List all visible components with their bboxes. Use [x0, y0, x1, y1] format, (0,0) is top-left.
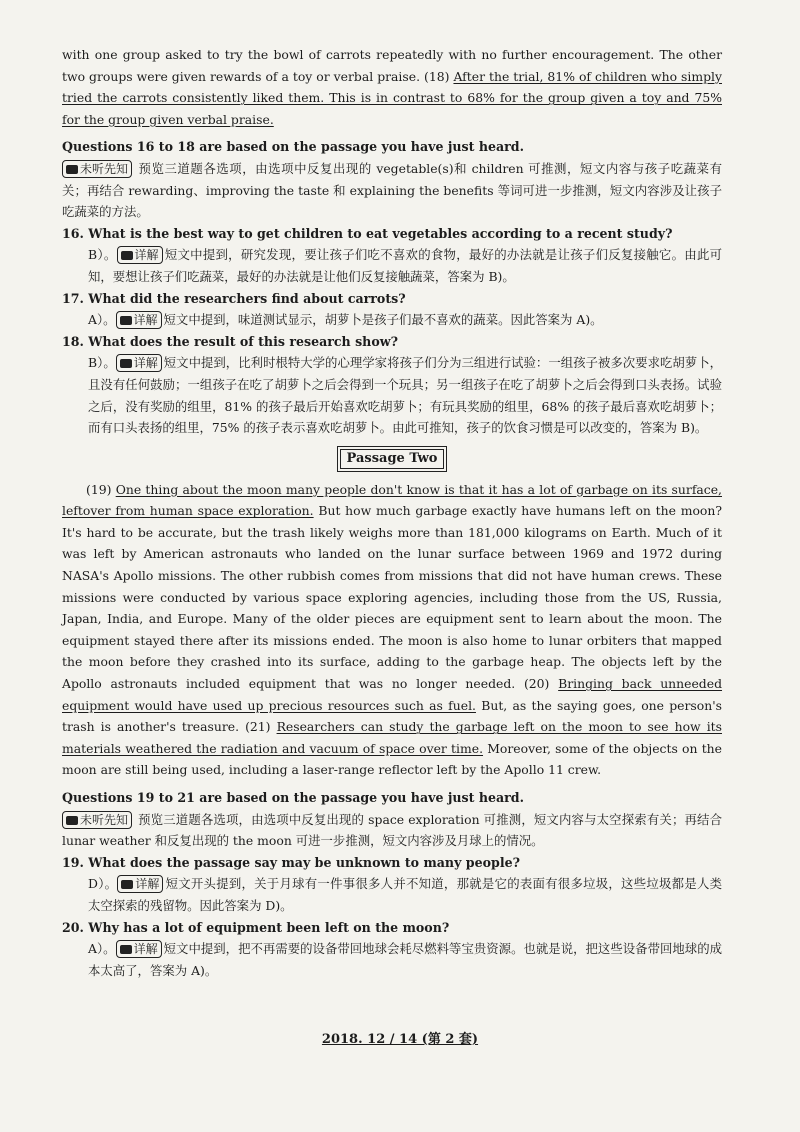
- question-16: 16. What is the best way to get children to eat vegetables according to a recent study?: [62, 225, 673, 241]
- underlined-answer-21: Researchers can study the garbage left on the moon to see how its materials weathered the radiation and vacuum of space over time.: [62, 719, 722, 756]
- detail-tag: 详解: [116, 354, 162, 372]
- folder-icon: [120, 945, 132, 954]
- answer-18: B）。 详解 短文中提到，比利时根特大学的心理学家将孩子们分为三组进行试验：一组孩子被多次要求吃胡萝卜，且没有任何鼓励；一组孩子在吃了胡萝卜之后会得到一个玩具；另一组孩子在吃了胡萝卜之后会得到口头表扬。试验之后，没有奖励的组里，81% 的孩子最后开始喜欢吃胡萝卜；有玩具奖励的组里，68% 的孩子最后喜欢吃胡萝卜；而有口头表扬的组里，75% 的孩子表示喜欢吃胡萝卜。由此可推知，孩子的饮食习惯是可以改变的，答案为 B)。: [88, 355, 723, 436]
- preview-tag: 未听先知: [62, 811, 132, 829]
- answer-19: D）。 详解 短文开头提到，关于月球有一件事很多人并不知道，那就是它的表面有很多垃圾，这些垃圾都是人类太空探索的残留物。因此答案为 D)。: [88, 876, 723, 913]
- page-footer: 2018. 12 / 14 (第 2 套): [321, 1032, 479, 1047]
- document-page: [62, 44, 722, 981]
- detail-tag: 详解: [117, 246, 163, 264]
- answer-16: B）。 详解 短文中提到，研究发现，要让孩子们吃不喜欢的食物，最好的办法就是让孩子们反复接触它。由此可知，要想让孩子们吃蔬菜，最好的办法就是让他们反复接触蔬菜，答案为 B)。: [88, 247, 723, 284]
- preview-tag: 未听先知: [62, 160, 132, 178]
- question-17: 17. What did the researchers find about carrots?: [62, 290, 406, 306]
- detail-tag: 详解: [116, 940, 162, 958]
- question-20: 20. Why has a lot of equipment been left on the moon?: [62, 919, 450, 935]
- detail-tag: 详解: [117, 875, 163, 893]
- question-18: 18. What does the result of this research show?: [62, 333, 398, 349]
- folder-icon: [120, 316, 132, 325]
- passage-two-title: Passage Two: [340, 449, 445, 469]
- passage-two-title-wrap: [62, 447, 722, 469]
- folder-icon: [66, 816, 78, 825]
- passage-two-body: (19) One thing about the moon many people don't know is that it has a lot of garbage on its surface, leftover from human space exploration. But how much garbage exactly have humans left on the moon? It's hard to be accurate, but the trash likely weighs more than 181,000 kilograms on Earth. Much of it was left by American astronauts who landed on the lunar surface between 1969 and 1972 during NASA's Apollo missions. The other rubbish comes from missions that did not have human crews. These missions were conducted by various space exploring agencies, including those from the US, Russia, Japan, India, and Europe. Many of the older pieces are equipment sent to learn about the moon. The equipment stayed there after its missions ended. The moon is also home to lunar orbiters that mapped the moon before they crashed into its surface, adding to the garbage heap. The objects left by the Apollo astronauts included equipment that was no longer needed. (20) Bringing back unneeded equipment would have used up precious resources such as fuel. But, as the saying goes, one person's trash is another's treasure. (21) Researchers can study the garbage left on the moon to see how its materials weathered the radiation and vacuum of space over time. Moreover, some of the objects on the moon are still being used, including a laser-range reflector left by the Apollo 11 crew.: [62, 481, 723, 778]
- preview-19-21: 未听先知 预览三道题各选项，由选项中反复出现的 space exploration 可推测，短文内容与太空探索有关；再结合 lunar weather 和反复出现的 the moon 可进一步推测，短文内容涉及月球上的情况。: [62, 811, 722, 849]
- folder-icon: [120, 359, 132, 368]
- preview-16-18: 未听先知 预览三道题各选项，由选项中反复出现的 vegetable(s)和 children 可推测，短文内容与孩子吃蔬菜有关；再结合 rewarding、improving the taste 和 explaining the benefits 等词可进一步推测，短文内容涉及让孩子吃蔬菜的方法。: [62, 160, 722, 220]
- underlined-answer-19: One thing about the moon many people don't know is that it has a lot of garbage on its surface, leftover from human space exploration.: [62, 481, 722, 519]
- answer-20: A）。 详解 短文中提到，把不再需要的设备带回地球会耗尽燃料等宝贵资源。也就是说，把这些设备带回地球的成本太高了，答案为 A)。: [88, 941, 723, 978]
- detail-tag: 详解: [116, 311, 162, 329]
- folder-icon: [121, 251, 133, 260]
- passage-one-tail: with one group asked to try the bowl of carrots repeatedly with no further encouragement. The other two groups were given rewards of a toy or verbal praise. (18) After the trial, 81% of children who simply tried the carrots consistently liked them. This is in contrast to 68% for the group given a toy and 75% for the group given verbal praise.: [62, 47, 722, 127]
- underlined-answer-20: Bringing back unneeded equipment would have used up precious resources such as fuel.: [62, 676, 723, 713]
- questions-19-21-heading: Questions 19 to 21 are based on the passage you have just heard.: [62, 790, 525, 805]
- answer-17: A）。 详解 短文中提到，味道测试显示，胡萝卜是孩子们最不喜欢的蔬菜。因此答案为 A)。: [88, 312, 603, 328]
- folder-icon: [66, 165, 78, 174]
- underlined-answer-18: After the trial, 81% of children who simply tried the carrots consistently liked them. This is in contrast to 68% for the group given a toy and 75% for the group given verbal praise.: [62, 68, 722, 127]
- folder-icon: [121, 880, 133, 889]
- questions-16-18-heading: Questions 16 to 18 are based on the passage you have just heard.: [62, 139, 525, 155]
- question-19: 19. What does the passage say may be unknown to many people?: [62, 854, 520, 870]
